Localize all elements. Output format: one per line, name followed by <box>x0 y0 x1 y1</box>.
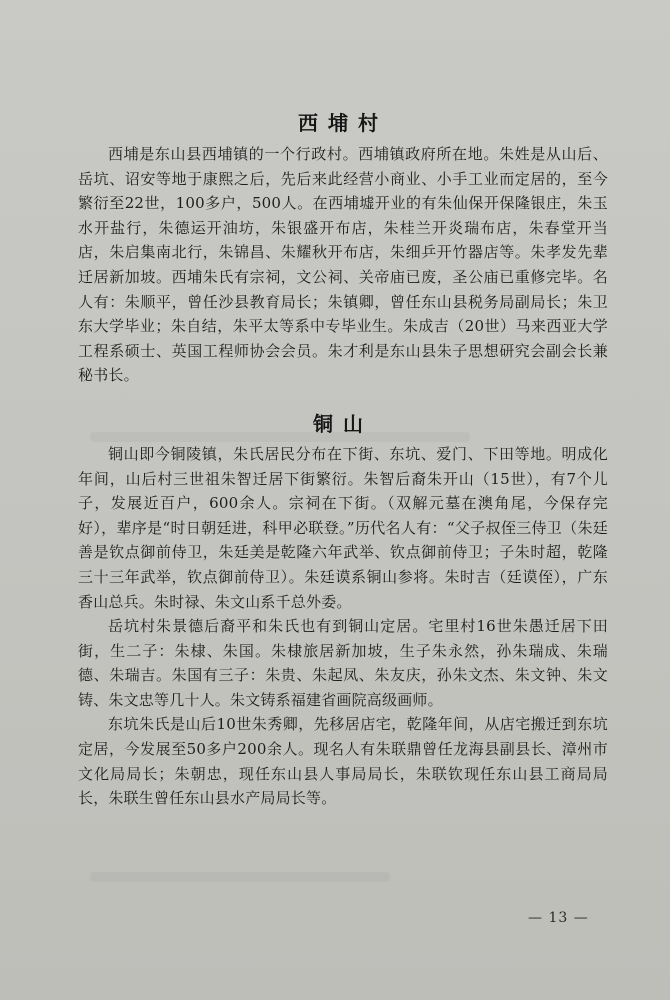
paragraph: 岳坑村朱景德后裔平和朱氏也有到铜山定居。宅里村16世朱愚迁居下田街，生二子：朱棣、朱国。朱棣旅居新加坡，生子朱永然，孙朱瑞成、朱瑞德、朱瑞吉。朱国有三子：朱贵、朱起凤、朱友庆，孙朱文杰、朱文钟、朱文铸、朱文忠等几十人。朱文铸系福建省画院高级画师。 <box>78 617 608 709</box>
show-through-shadow <box>90 872 390 882</box>
page-content <box>78 105 608 811</box>
section-tongshan <box>78 410 608 811</box>
section-xipu-village <box>78 109 608 388</box>
section-title: 铜山 <box>313 411 373 436</box>
page-number: — 13 — <box>528 910 589 926</box>
paragraph: 西埔是东山县西埔镇的一个行政村。西埔镇政府所在地。朱姓是从山后、岳坑、诏安等地于康熙之后，先后来此经营小商业、小手工业而定居的，至今繁衍至22世，100多户，500人。在西埔墟开业的有朱仙保开保隆银庄，朱玉水开盐行，朱德运开油坊，朱银盛开布店，朱桂兰开炎瑞布店，朱春堂开当店，朱启集南北行，朱锦昌、朱耀秋开布店，朱细乒开竹器店等。朱孝发先辈迁居新加坡。西埔朱氏有宗祠，文公祠、关帝庙已废，圣公庙已重修完毕。名人有：朱顺平，曾任沙县教育局长；朱镇卿，曾任东山县税务局副局长；朱卫东大学毕业；朱自结，朱平太等系中专毕业生。朱成吉（20世）马来西亚大学工程系硕士、英国工程师协会会员。朱才利是东山县朱子思想研究会副会长兼秘书长。 <box>78 145 608 385</box>
paragraph: 铜山即今铜陵镇，朱氏居民分布在下街、东坑、爱门、下田等地。明成化年间，山后村三世祖朱智迁居下街繁衍。朱智后裔朱开山（15世），有7个儿子，发展近百户，600余人。宗祠在下街。（双解元墓在澳角尾，今保存完好），辈序是“时日朝廷进，科甲必联登。”历代名人有：“父子叔侄三侍卫（朱廷善是钦点御前侍卫，朱廷美是乾隆六年武举、钦点御前侍卫；子朱时超，乾隆三十三年武举，钦点御前侍卫）。朱廷谟系铜山参将。朱时吉（廷谟侄），广东香山总兵。朱时禄、朱文山系千总外委。 <box>78 444 608 611</box>
section-title: 西埔村 <box>298 111 388 135</box>
paragraph: 东坑朱氏是山后10世朱秀卿，先移居店宅，乾隆年间，从店宅搬迁到东坑定居，今发展至50多户200余人。现名人有朱联鼎曾任龙海县副县长、漳州市文化局局长；朱朝忠，现任东山县人事局局长，朱联钦现任东山县工商局局长，朱联生曾任东山县水产局局长等。 <box>78 715 608 808</box>
